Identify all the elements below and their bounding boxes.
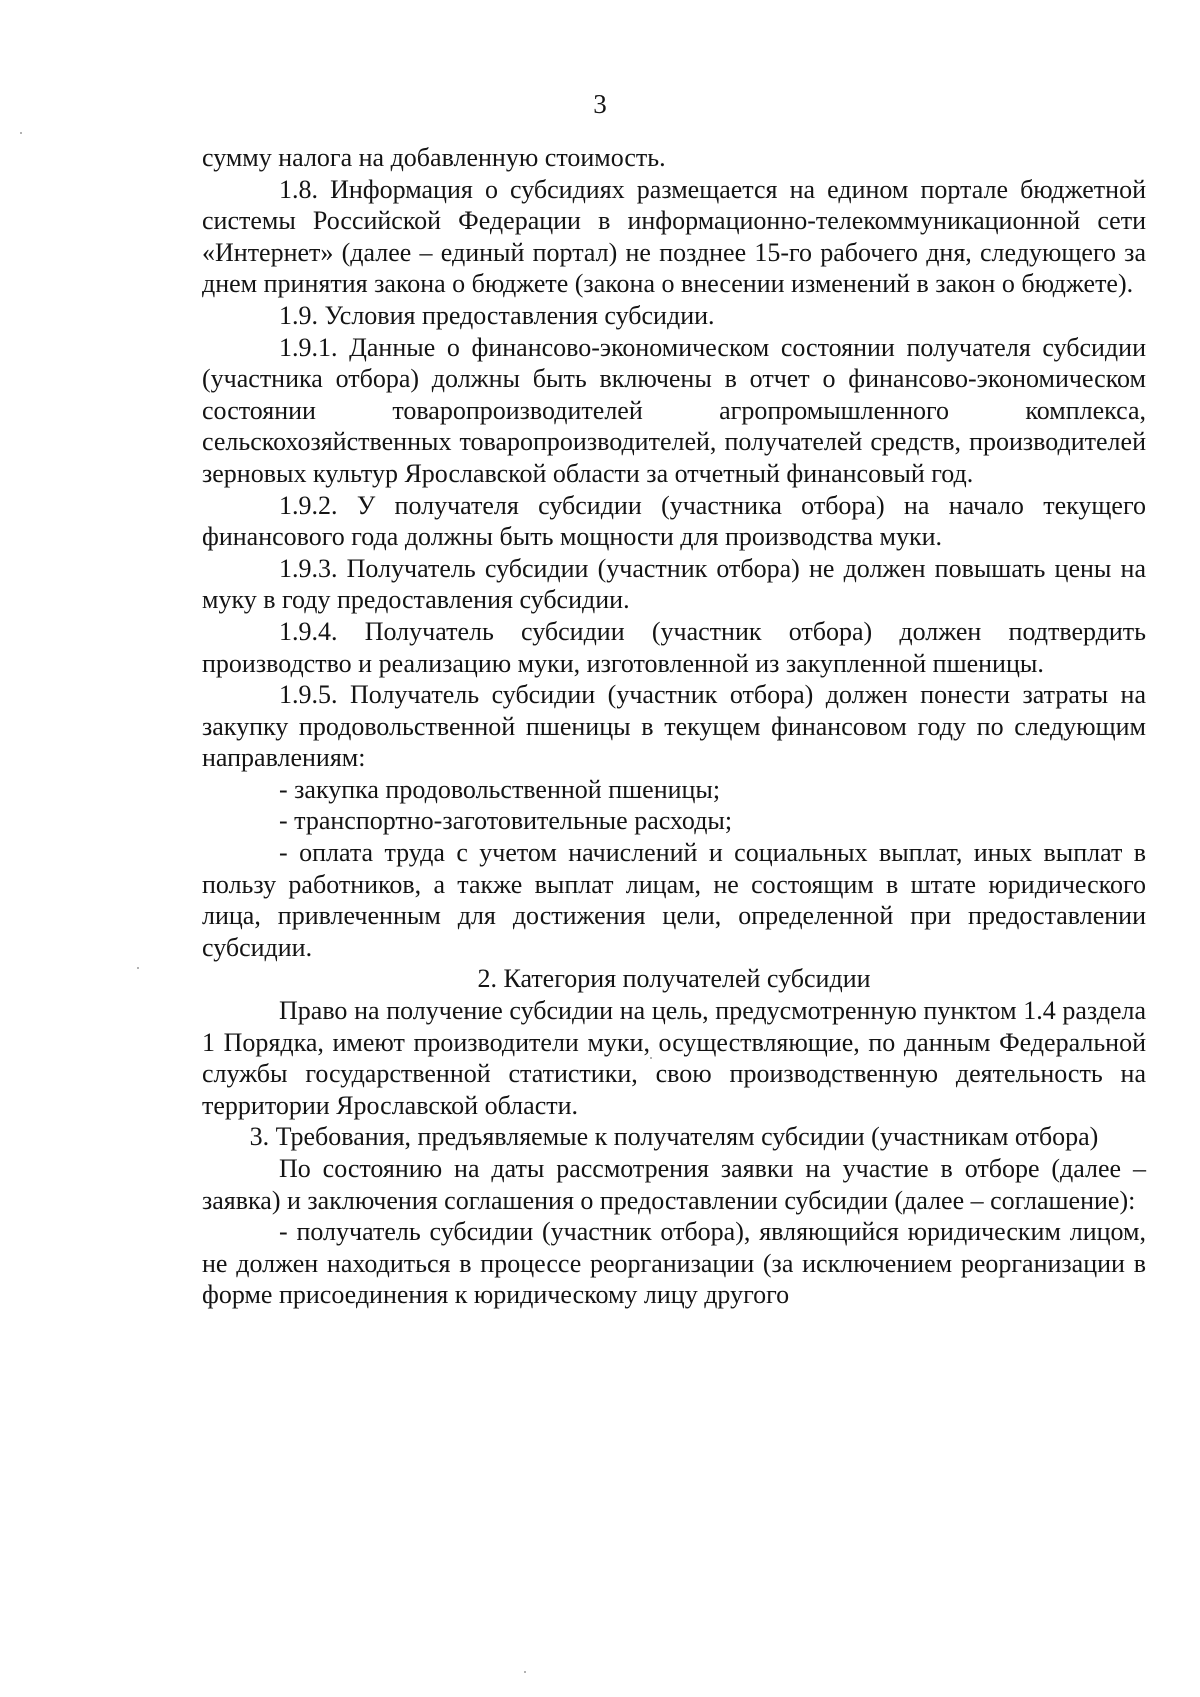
paragraph-1-9-2: 1.9.2. У получателя субсидии (участника отбора) на начало текущего финансового года должны быть мощности для производства муки. — [202, 490, 1146, 552]
scan-speck — [524, 1671, 526, 1673]
section-3-heading: 3. Требования, предъявляемые к получателям субсидии (участникам отбора) — [249, 1122, 1099, 1152]
section-3-paragraph-intro: По состоянию на даты рассмотрения заявки на участие в отборе (далее – заявка) и заключения соглашения о предоставлении субсидии (далее – соглашение): — [202, 1154, 1146, 1215]
paragraph-1-9-3: 1.9.3. Получатель субсидии (участник отбора) не должен повышать цены на муку в году предоставления субсидии. — [202, 553, 1146, 615]
section-2-paragraph: Право на получение субсидии на цель, предусмотренную пунктом 1.4 раздела 1 Порядка, имеют производители муки, осуществляющие, по данным Федеральной службы государственной статистики, свою производственную деятельность на территории Ярославской области. — [202, 996, 1146, 1120]
section-2-heading: 2. Категория получателей субсидии — [477, 964, 871, 994]
list-item-wheat-purchase: - закупка продовольственной пшеницы; — [279, 774, 721, 804]
scan-speck — [20, 132, 22, 134]
list-item-labor-costs: - оплата труда с учетом начислений и социальных выплат, иных выплат в пользу работников, а также выплат лицам, не состоящим в штате юридического лица, привлеченным для достижения цели, определенной при предоставлении субсидии. — [202, 838, 1146, 962]
page-number: 3 — [593, 89, 607, 119]
section-3-paragraph-reorganization: - получатель субсидии (участник отбора), являющийся юридическим лицом, не должен находиться в процессе реорганизации (за исключением реорганизации в форме присоединения к юридическому лицу другого — [202, 1217, 1146, 1310]
paragraph-1-8: 1.8. Информация о субсидиях размещается на едином портале бюджетной системы Российской Федерации в информационно-телекоммуникационной сети «Интернет» (далее – единый портал) не позднее 15-го рабочего дня, следующего за днем принятия закона о бюджете (закона о внесении изменений в закон о бюджете). — [202, 174, 1146, 299]
paragraph-1-9-4: 1.9.4. Получатель субсидии (участник отбора) должен подтвердить производство и реализацию муки, изготовленной из закупленной пшеницы. — [202, 616, 1146, 678]
paragraph-1-9-5: 1.9.5. Получатель субсидии (участник отбора) должен понести затраты на закупку продовольственной пшеницы в текущем финансовом году по следующим направлениям: — [202, 680, 1146, 773]
paragraph-vat: сумму налога на добавленную стоимость. — [202, 143, 666, 172]
scan-speck — [650, 1057, 652, 1059]
paragraph-1-9: 1.9. Условия предоставления субсидии. — [279, 300, 715, 330]
paragraph-1-9-1: 1.9.1. Данные о финансово-экономическом состоянии получателя субсидии (участника отбора) должны быть включены в отчет о финансово-экономическом состоянии товаропроизводителей агропромышленного комплекса, сельскохозяйственных товаропроизводителей, получателей средств, производителей зерновых культур Ярославской области за отчетный финансовый год. — [202, 332, 1146, 488]
scan-speck — [137, 967, 139, 969]
list-item-transport-costs: - транспортно-заготовительные расходы; — [279, 806, 733, 836]
document-body — [202, 142, 1146, 1311]
